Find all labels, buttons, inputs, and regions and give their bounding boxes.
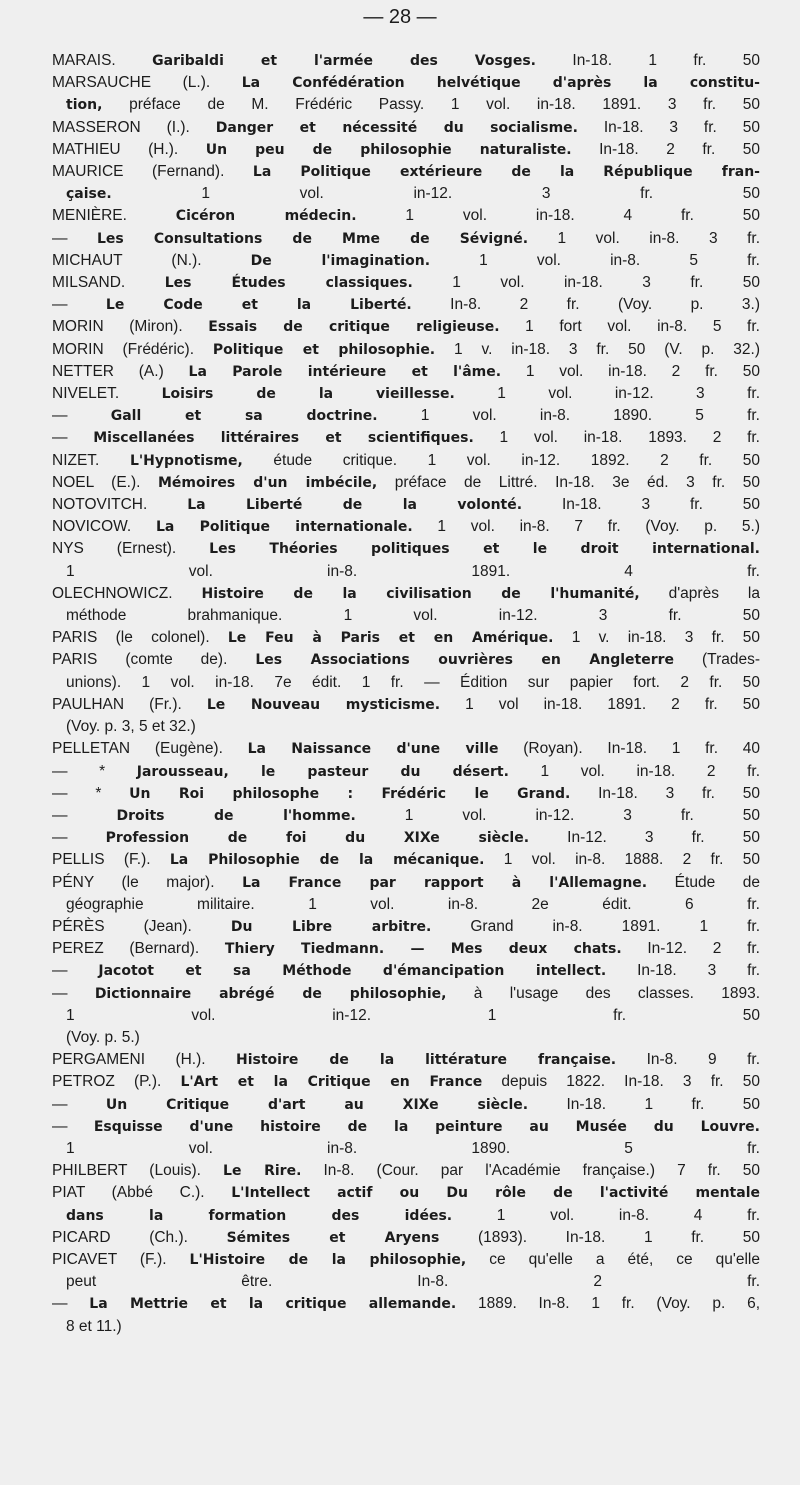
catalogue-entry (52, 339, 760, 361)
catalogue-entry (52, 494, 760, 516)
catalogue-entry (52, 694, 760, 738)
entry-author: MILSAND. (52, 274, 165, 292)
entry-line (52, 938, 760, 960)
entry-line (52, 361, 760, 383)
entry-details: (Royan). In-18. 1 fr. 40 (498, 740, 760, 758)
entry-author: MARSAUCHE (L.). (52, 74, 242, 92)
entry-details: In-8. 9 fr. (616, 1051, 760, 1069)
entry-details: In-18. 3 fr. 50 (570, 784, 760, 802)
entry-author: NOTOVITCH. (52, 496, 188, 514)
catalogue-entry (52, 72, 760, 116)
entry-title: dans la formation des idées. (66, 1207, 453, 1224)
catalogue-entry (52, 938, 760, 960)
entry-author: PICARD (Ch.). (52, 1228, 227, 1246)
entry-line (52, 605, 760, 627)
entry-author: NIVELET. (52, 385, 162, 403)
entry-details: 1 vol. in-18. 2 fr. (508, 762, 760, 780)
entry-title: çaise. (66, 186, 112, 203)
entry-details: (Voy. p. 3, 5 et 32.) (66, 718, 196, 736)
entry-author: PELLIS (F.). (52, 851, 170, 869)
catalogue-entry (52, 427, 760, 449)
entry-line (52, 1160, 760, 1182)
entry-line (52, 1271, 760, 1293)
catalogue-entry (52, 1227, 760, 1249)
entry-title: Histoire de la littérature française. (236, 1052, 617, 1069)
entry-title: Profession de foi du XIXe siècle. (105, 830, 530, 847)
entry-author: — * (52, 784, 130, 802)
entry-details: 1 vol. in-8. 1891. 4 fr. (66, 562, 760, 580)
catalogue-entry (52, 516, 760, 538)
catalogue-entry (52, 361, 760, 383)
entry-line (52, 139, 760, 161)
entry-author: NIZET. (52, 451, 130, 469)
entry-author: MARAIS. (52, 52, 153, 69)
entry-line (52, 1249, 760, 1271)
entry-details: In-18. 1 fr. 50 (535, 52, 760, 69)
entry-title: Gall et sa doctrine. (110, 408, 378, 425)
entry-author: PHILBERT (Louis). (52, 1162, 224, 1180)
catalogue-entry (52, 583, 760, 627)
entry-author: — * (52, 762, 137, 780)
catalogue-entry (52, 849, 760, 871)
entry-details: préface de M. Frédéric Passy. 1 vol. in-18. 1891. 3 fr. 50 (102, 96, 760, 114)
catalogue-entry (52, 205, 760, 227)
entry-title: L'Intellect actif ou Du rôle de l'activité mentale (231, 1185, 760, 1202)
catalogue-entry (52, 1182, 760, 1226)
entry-title: Sémites et Aryens (226, 1229, 440, 1246)
entry-line (52, 1138, 760, 1160)
entry-author: MASSERON (I.). (52, 118, 216, 136)
catalogue-entry (52, 827, 760, 849)
entry-author: — (52, 806, 117, 824)
catalogue-entry (52, 983, 760, 1050)
entry-title: Jarousseau, le pasteur du désert. (136, 763, 509, 780)
entry-line (52, 1116, 760, 1138)
entry-title: Dictionnaire abrégé de philosophie, (94, 985, 447, 1002)
entry-details: géographie militaire. 1 vol. in-8. 2e édit. 6 fr. (66, 895, 760, 913)
entry-title: Danger et nécessité du socialisme. (215, 119, 578, 136)
entry-line (52, 183, 760, 205)
catalogue-entry (52, 761, 760, 783)
entry-details: 1 vol. in-8. 5 fr. (430, 251, 760, 269)
entry-line (52, 1205, 760, 1227)
entry-author: — (52, 229, 98, 247)
entry-details: 1 vol. in-18. 2 fr. 50 (501, 362, 760, 380)
entry-author: NETTER (A.) (52, 362, 189, 380)
entry-line (52, 761, 760, 783)
entry-author: PEREZ (Bernard). (52, 940, 225, 958)
entry-details: 1 vol. in-12. 3 fr. 50 (111, 185, 760, 203)
catalogue-entry (52, 50, 760, 72)
entry-line (52, 294, 760, 316)
entry-line (52, 494, 760, 516)
entry-details: depuis 1822. In-18. 3 fr. 50 (482, 1073, 761, 1091)
catalogue-entry (52, 228, 760, 250)
entry-line (52, 694, 760, 716)
catalogue-entry (52, 1049, 760, 1071)
entry-title: La Confédération helvétique d'après la constitu- (241, 75, 760, 92)
catalogue-entry (52, 960, 760, 982)
entry-details: In-8. (Cour. par l'Académie française.) 7 fr. 50 (301, 1162, 760, 1180)
entry-author: PAULHAN (Fr.). (52, 695, 207, 713)
entry-line (52, 783, 760, 805)
entry-author: MAURICE (Fernand). (52, 163, 253, 181)
entry-author: — (52, 1117, 94, 1135)
entry-line (52, 472, 760, 494)
entry-details: 1 v. in-18. 3 fr. 50 (553, 629, 760, 647)
entry-title: La Politique internationale. (155, 519, 413, 536)
catalogue-entry (52, 627, 760, 649)
entry-details: méthode brahmanique. 1 vol. in-12. 3 fr. 50 (66, 607, 760, 625)
entry-details: 1 vol. in-8. 1890. 5 fr. (377, 407, 760, 425)
entry-line (52, 339, 760, 361)
entry-title: Histoire de la civilisation de l'humanité, (201, 585, 640, 602)
entry-title: Le Code et la Liberté. (105, 297, 412, 314)
catalogue-entry (52, 405, 760, 427)
entry-title: Les Consultations de Mme de Sévigné. (97, 230, 529, 247)
entry-line (52, 516, 760, 538)
entry-line (52, 94, 760, 116)
entry-title: Cicéron médecin. (175, 208, 357, 225)
entry-details: 1 vol. in-8. 4 fr. (452, 1206, 761, 1224)
entry-details: In-18. 1 fr. 50 (528, 1095, 760, 1113)
entry-line (52, 583, 760, 605)
entry-details: 8 et 11.) (66, 1317, 122, 1335)
entry-line (52, 272, 760, 294)
entry-details: 1 vol. in-18. 4 fr. 50 (356, 207, 760, 225)
entry-details: unions). 1 vol. in-18. 7e édit. 1 fr. — Édition sur papier fort. 2 fr. 50 (66, 673, 760, 691)
entry-title: Loisirs de la vieillesse. (161, 386, 455, 403)
entry-author: MORIN (Frédéric). (52, 340, 213, 358)
entry-line (52, 427, 760, 449)
entry-author: MATHIEU (H.). (52, 140, 206, 158)
entry-author: NOVICOW. (52, 518, 156, 536)
entry-details: 1 vol. in-8. 3 fr. (528, 229, 760, 247)
catalogue-entry (52, 1071, 760, 1093)
entry-line (52, 960, 760, 982)
entry-line (52, 72, 760, 94)
page-number: — 28 — (363, 6, 437, 28)
entry-title: La Mettrie et la critique allemande. (89, 1296, 457, 1313)
catalogue-entry (52, 916, 760, 938)
entry-title: Jacotot et sa Méthode d'émancipation intellect. (98, 963, 607, 980)
entry-details: In-12. 3 fr. 50 (529, 829, 760, 847)
entry-author: PICAVET (F.). (52, 1250, 190, 1268)
entry-title: Essais de critique religieuse. (208, 319, 500, 336)
catalogue-entry (52, 1160, 760, 1182)
entry-title: Les Associations ouvrières en Angleterre (255, 652, 675, 669)
entry-title: La Politique extérieure de la République fran- (252, 164, 760, 181)
entry-details: d'après la (639, 584, 760, 602)
entry-details: préface de Littré. In-18. 3e éd. 3 fr. 50 (377, 473, 760, 491)
entry-title: Un Critique d'art au XIXe siècle. (105, 1096, 529, 1113)
entry-author: PÉNY (le major). (52, 873, 243, 891)
entry-line (52, 827, 760, 849)
entry-line (52, 738, 760, 760)
entry-details: 1 vol. in-12. 3 fr. (454, 385, 761, 403)
entry-details: ce qu'elle a été, ce qu'elle (466, 1250, 760, 1268)
entry-details: (1893). In-18. 1 fr. 50 (439, 1228, 760, 1246)
entry-line (52, 561, 760, 583)
entry-author: PARIS (le colonel). (52, 629, 228, 647)
entry-title: Un Roi philosophe : Frédéric le Grand. (129, 785, 571, 802)
entry-details: (Trades- (674, 651, 761, 669)
entry-line (52, 161, 760, 183)
entry-line (52, 1316, 760, 1338)
entry-details: In-18. 2 fr. 50 (571, 140, 760, 158)
entry-title: Thiery Tiedmann. — Mes deux chats. (224, 941, 622, 958)
entry-title: Miscellanées littéraires et scientifiques. (93, 430, 474, 447)
catalogue-entry (52, 783, 760, 805)
catalogue-entry (52, 1116, 760, 1160)
entry-details: Grand in-8. 1891. 1 fr. (431, 917, 761, 935)
entry-author: — (52, 407, 111, 425)
entry-title: Un peu de philosophie naturaliste. (205, 141, 572, 158)
catalogue-entry (52, 738, 760, 760)
entry-line (52, 716, 760, 738)
entry-details: (Voy. p. 5.) (66, 1028, 140, 1046)
entry-title: Garibaldi et l'armée des Vosges. (152, 53, 536, 69)
entry-line (52, 383, 760, 405)
catalogue-entry (52, 161, 760, 205)
entry-line (52, 1182, 760, 1204)
entry-line (52, 538, 760, 560)
entry-line (52, 405, 760, 427)
entry-details: 1 vol. in-8. 1888. 2 fr. 50 (484, 851, 761, 869)
entry-details: 1889. In-8. 1 fr. (Voy. p. 6, (456, 1295, 760, 1313)
entry-title: De l'imagination. (250, 252, 431, 269)
catalogue-entry (52, 272, 760, 294)
entry-author: MORIN (Miron). (52, 318, 209, 336)
catalogue-entry (52, 1094, 760, 1116)
catalogue-list (52, 50, 760, 1338)
catalogue-entry (52, 472, 760, 494)
entry-title: Le Rire. (223, 1163, 302, 1180)
entry-title: La Naissance d'une ville (247, 741, 499, 758)
entry-line (52, 983, 760, 1005)
entry-author: NOEL (E.). (52, 473, 158, 491)
entry-details: In-12. 2 fr. (621, 940, 760, 958)
entry-author: — (52, 1295, 90, 1313)
catalogue-entry (52, 1293, 760, 1337)
entry-author: PERGAMENI (H.). (52, 1051, 237, 1069)
entry-details: 1 v. in-18. 3 fr. 50 (V. p. 32.) (435, 340, 761, 358)
entry-line (52, 228, 760, 250)
entry-title: Le Nouveau mysticisme. (206, 696, 441, 713)
entry-title: L'Art et la Critique en France (180, 1074, 483, 1091)
entry-details: 1 vol in-18. 1891. 2 fr. 50 (440, 695, 761, 713)
entry-line (52, 1027, 760, 1049)
catalogue-entry (52, 872, 760, 916)
entry-line (52, 649, 760, 671)
entry-details: 1 vol. in-8. 1890. 5 fr. (66, 1139, 760, 1157)
catalogue-entry (52, 450, 760, 472)
entry-author: — (52, 962, 99, 980)
entry-details: 1 vol. in-18. 3 fr. 50 (412, 274, 760, 292)
entry-title: Mémoires d'un imbécile, (158, 474, 378, 491)
entry-details: à l'usage des classes. 1893. (446, 984, 761, 1002)
entry-title: La Philosophie de la mécanique. (169, 852, 485, 869)
entry-author: PIAT (Abbé C.). (52, 1184, 232, 1202)
entry-line (52, 1005, 760, 1027)
entry-details: In-8. 2 fr. (Voy. p. 3.) (411, 296, 760, 314)
entry-author: NYS (Ernest). (52, 540, 210, 558)
catalogue-entry (52, 805, 760, 827)
entry-title: Droits de l'homme. (116, 807, 356, 824)
catalogue-entry (52, 139, 760, 161)
entry-title: La Liberté de la volonté. (187, 497, 523, 514)
entry-details: Étude de (647, 873, 760, 891)
entry-title: Politique et philosophie. (212, 341, 436, 358)
entry-author: — (52, 296, 106, 314)
entry-line (52, 1293, 760, 1315)
catalogue-entry (52, 250, 760, 272)
entry-line (52, 450, 760, 472)
catalogue-entry (52, 1249, 760, 1293)
entry-line (52, 672, 760, 694)
entry-line (52, 1049, 760, 1071)
entry-title: La France par rapport à l'Allemagne. (242, 874, 648, 891)
entry-author: PELLETAN (Eugène). (52, 740, 248, 758)
catalogue-entry (52, 316, 760, 338)
entry-line (52, 916, 760, 938)
entry-author: OLECHNOWICZ. (52, 584, 202, 602)
entry-title: Le Feu à Paris et en Amérique. (227, 630, 554, 647)
entry-details: 1 vol. in-18. 1893. 2 fr. (473, 429, 760, 447)
entry-author: — (52, 984, 95, 1002)
entry-line (52, 1071, 760, 1093)
entry-details: In-18. 3 fr. (606, 962, 760, 980)
entry-title: L'Histoire de la philosophie, (189, 1251, 467, 1268)
entry-details: In-18. 3 fr. 50 (577, 118, 760, 136)
entry-line (52, 205, 760, 227)
entry-details: 1 vol. in-12. 3 fr. 50 (355, 806, 760, 824)
catalogue-entry (52, 649, 760, 693)
entry-line (52, 627, 760, 649)
entry-author: PARIS (comte de). (52, 651, 256, 669)
entry-line (52, 849, 760, 871)
entry-details: peut être. In-8. 2 fr. (66, 1273, 760, 1291)
entry-title: Esquisse d'une histoire de la peinture au Musée du Louvre. (93, 1118, 760, 1135)
entry-line (52, 894, 760, 916)
entry-line (52, 50, 760, 72)
entry-details: 1 fort vol. in-8. 5 fr. (499, 318, 760, 336)
entry-details: 1 vol. in-12. 1 fr. 50 (66, 1006, 760, 1024)
entry-title: tion, (66, 97, 103, 114)
entry-title: Du Libre arbitre. (230, 918, 432, 935)
entry-details: étude critique. 1 vol. in-12. 1892. 2 fr. 50 (242, 451, 761, 469)
entry-author: MICHAUT (N.). (52, 251, 251, 269)
entry-line (52, 1094, 760, 1116)
entry-line (52, 316, 760, 338)
entry-author: — (52, 429, 94, 447)
entry-line (52, 250, 760, 272)
entry-author: — (52, 1095, 106, 1113)
catalogue-entry (52, 294, 760, 316)
catalogue-entry (52, 538, 760, 582)
entry-line (52, 1227, 760, 1249)
entry-author: PÉRÈS (Jean). (52, 917, 231, 935)
entry-title: L'Hypnotisme, (129, 452, 243, 469)
entry-author: MENIÈRE. (52, 207, 176, 225)
entry-title: Les Études classiques. (164, 275, 413, 292)
entry-author: — (52, 829, 106, 847)
entry-line (52, 872, 760, 894)
entry-line (52, 117, 760, 139)
entry-details: 1 vol. in-8. 7 fr. (Voy. p. 5.) (412, 518, 760, 536)
entry-title: La Parole intérieure et l'âme. (188, 363, 502, 380)
entry-details: In-18. 3 fr. 50 (522, 496, 760, 514)
catalogue-entry (52, 117, 760, 139)
catalogue-entry (52, 383, 760, 405)
entry-title: Les Théories politiques et le droit international. (209, 541, 760, 558)
entry-author: PETROZ (P.). (52, 1073, 181, 1091)
entry-line (52, 805, 760, 827)
